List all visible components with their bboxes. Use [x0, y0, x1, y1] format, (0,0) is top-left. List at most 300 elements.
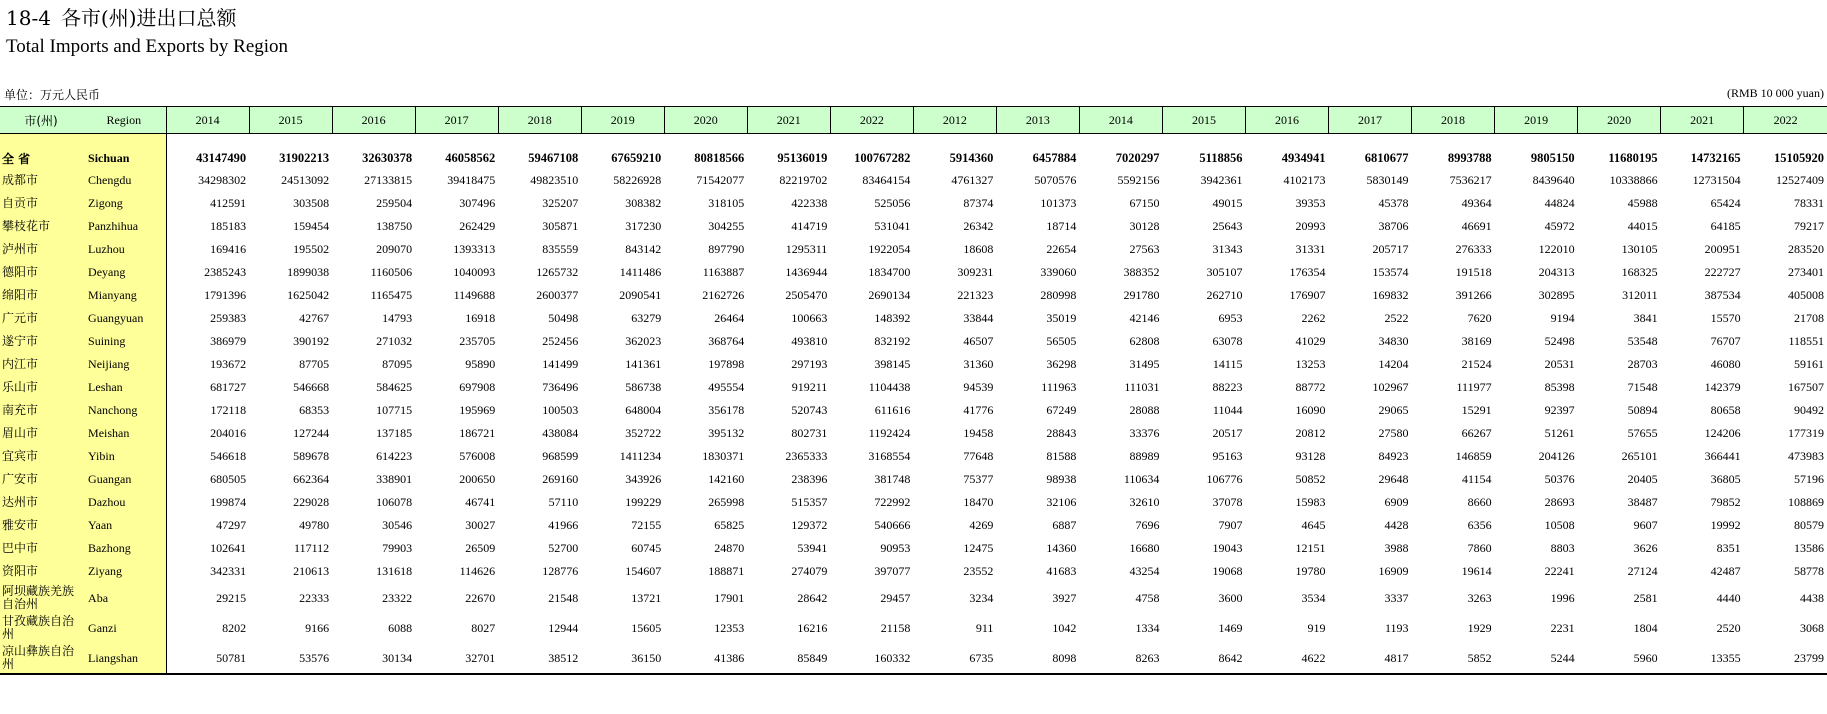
value-cell: 10338866 [1609, 173, 1658, 187]
table-row [0, 537, 1827, 560]
column-header-year: 2013 [996, 107, 1079, 134]
value-cell: 339060 [1040, 265, 1077, 279]
value-cell: 79903 [382, 541, 413, 555]
value-cell: 204126 [1538, 449, 1575, 463]
value-cell: 90953 [880, 541, 911, 555]
value-cell: 110634 [1123, 472, 1160, 486]
row-name-cn: 广安市 [0, 468, 82, 491]
table-row [0, 284, 1827, 307]
value-cell: 176354 [1289, 265, 1326, 279]
data-table [0, 106, 1827, 675]
value-cell: 36150 [581, 643, 664, 674]
value-cell: 7020297 [1115, 151, 1160, 165]
value-cell: 26509 [465, 541, 496, 555]
value-cell: 1192424 [868, 426, 911, 440]
value-cell: 58226928 [613, 173, 662, 187]
value-cell: 100663 [791, 311, 828, 325]
value-cell: 8351 [1716, 541, 1741, 555]
value-cell: 204313 [1538, 265, 1575, 279]
value-cell: 291780 [1123, 288, 1160, 302]
table-row [0, 468, 1827, 491]
value-cell: 71548 [1627, 380, 1658, 394]
value-cell: 160332 [830, 643, 913, 674]
value-cell: 65424 [1710, 196, 1741, 210]
value-cell: 2231 [1550, 620, 1575, 635]
value-cell: 1411486 [619, 265, 662, 279]
value-cell: 87705 [299, 357, 330, 371]
value-cell: 269160 [542, 472, 579, 486]
value-cell: 1193 [1384, 620, 1409, 635]
value-cell: 1163887 [702, 265, 745, 279]
value-cell: 49823510 [530, 173, 579, 187]
value-cell: 117112 [294, 541, 330, 555]
value-cell: 338901 [376, 472, 413, 486]
value-cell: 80818566 [694, 151, 745, 165]
value-cell: 47297 [216, 518, 247, 532]
value-cell: 1996 [1550, 590, 1575, 605]
value-cell: 265998 [708, 495, 745, 509]
value-cell: 15570 [1710, 311, 1741, 325]
value-cell: 30128 [1129, 219, 1160, 233]
row-name-cn: 凉山彝族自治州 [0, 643, 82, 674]
value-cell: 1804 [1633, 620, 1658, 635]
value-cell: 58778 [1794, 564, 1824, 578]
table-row [0, 613, 1827, 643]
value-cell: 297193 [791, 357, 828, 371]
value-cell: 22654 [1046, 242, 1077, 256]
value-cell: 31343 [1212, 242, 1243, 256]
value-cell: 2385243 [204, 265, 247, 279]
value-cell: 3068 [1800, 620, 1824, 635]
value-cell: 20531 [1544, 357, 1575, 371]
row-name-cn: 乐山市 [0, 376, 82, 399]
value-cell: 525056 [874, 196, 911, 210]
value-cell: 4758 [1135, 590, 1160, 605]
value-cell: 18714 [1046, 219, 1077, 233]
value-cell: 19780 [1295, 564, 1326, 578]
value-cell: 45988 [1627, 196, 1658, 210]
value-cell: 141361 [625, 357, 662, 371]
value-cell: 4102173 [1283, 173, 1326, 187]
value-cell: 16216 [797, 620, 828, 635]
value-cell: 12944 [548, 620, 579, 635]
value-cell: 305871 [542, 219, 579, 233]
value-cell: 45972 [1544, 219, 1575, 233]
value-cell: 50781 [166, 643, 249, 674]
value-cell: 67659210 [611, 151, 662, 165]
value-cell: 5830149 [1366, 173, 1409, 187]
value-cell: 221323 [957, 288, 994, 302]
value-cell: 200650 [459, 472, 496, 486]
value-cell: 101373 [1040, 196, 1077, 210]
value-cell: 309231 [957, 265, 994, 279]
value-cell: 41683 [1046, 564, 1077, 578]
row-name-cn: 甘孜藏族自治州 [0, 613, 82, 643]
value-cell: 41386 [664, 643, 747, 674]
value-cell: 3626 [1633, 541, 1658, 555]
value-cell: 968599 [542, 449, 579, 463]
table-row [0, 330, 1827, 353]
value-cell: 18608 [963, 242, 994, 256]
row-region-en: Panzhihua [82, 215, 166, 238]
value-cell: 78331 [1794, 196, 1824, 210]
row-region-en: Dazhou [82, 491, 166, 514]
row-region-en: Nanchong [82, 399, 166, 422]
value-cell: 252456 [542, 334, 579, 348]
value-cell: 304255 [708, 219, 745, 233]
row-name-cn: 遂宁市 [0, 330, 82, 353]
column-header-year: 2014 [166, 107, 249, 134]
value-cell: 473983 [1788, 449, 1824, 463]
value-cell: 520743 [791, 403, 828, 417]
value-cell: 108869 [1788, 495, 1824, 509]
value-cell: 21548 [548, 590, 579, 605]
value-cell: 16918 [465, 311, 496, 325]
value-cell: 28642 [797, 590, 828, 605]
value-cell: 19458 [963, 426, 994, 440]
value-cell: 200951 [1704, 242, 1741, 256]
value-cell: 302895 [1538, 288, 1575, 302]
value-cell: 515357 [791, 495, 828, 509]
value-cell: 27580 [1378, 426, 1409, 440]
value-cell: 835559 [542, 242, 579, 256]
column-header-year: 2014 [1079, 107, 1162, 134]
value-cell: 5914360 [949, 151, 994, 165]
value-cell: 1436944 [785, 265, 828, 279]
value-cell: 30027 [465, 518, 496, 532]
value-cell: 317230 [625, 219, 662, 233]
value-cell: 33844 [963, 311, 994, 325]
value-cell: 1411234 [619, 449, 662, 463]
value-cell: 546668 [293, 380, 330, 394]
value-cell: 13355 [1661, 643, 1744, 674]
table-row [0, 399, 1827, 422]
value-cell: 1160506 [370, 265, 413, 279]
value-cell: 49015 [1212, 196, 1243, 210]
value-cell: 17901 [714, 590, 745, 605]
row-region-en: Neijiang [82, 353, 166, 376]
row-name-cn: 达州市 [0, 491, 82, 514]
value-cell: 3600 [1218, 590, 1243, 605]
value-cell: 414719 [791, 219, 828, 233]
value-cell: 308382 [625, 196, 662, 210]
column-header-year: 2021 [747, 107, 830, 134]
value-cell: 22333 [299, 590, 330, 605]
value-cell: 79852 [1710, 495, 1741, 509]
value-cell: 2520 [1716, 620, 1741, 635]
value-cell: 368764 [708, 334, 745, 348]
value-cell: 35019 [1046, 311, 1077, 325]
value-cell: 67150 [1129, 196, 1160, 210]
row-region-en: Suining [82, 330, 166, 353]
value-cell: 34298302 [198, 173, 247, 187]
table-row [0, 238, 1827, 261]
row-region-en: Ganzi [82, 613, 166, 643]
table-row [0, 643, 1827, 674]
value-cell: 12475 [963, 541, 994, 555]
value-cell: 98938 [1046, 472, 1077, 486]
column-header-year: 2022 [830, 107, 913, 134]
value-cell: 92397 [1544, 403, 1575, 417]
value-cell: 229028 [293, 495, 330, 509]
value-cell: 60745 [631, 541, 662, 555]
value-cell: 195502 [293, 242, 330, 256]
value-cell: 168325 [1621, 265, 1658, 279]
value-cell: 44824 [1544, 196, 1575, 210]
value-cell: 235705 [459, 334, 496, 348]
value-cell: 39418475 [447, 173, 496, 187]
value-cell: 9607 [1633, 518, 1658, 532]
value-cell: 2090541 [619, 288, 662, 302]
value-cell: 20812 [1295, 426, 1326, 440]
table-row-total [0, 134, 1827, 170]
value-cell: 20993 [1295, 219, 1326, 233]
value-cell: 8202 [222, 620, 247, 635]
row-region-en: Deyang [82, 261, 166, 284]
value-cell: 75377 [963, 472, 994, 486]
value-cell: 130105 [1621, 242, 1658, 256]
row-name-cn: 攀枝花市 [0, 215, 82, 238]
value-cell: 15291 [1461, 403, 1492, 417]
value-cell: 14204 [1378, 357, 1409, 371]
value-cell: 50894 [1627, 403, 1658, 417]
value-cell: 495554 [708, 380, 745, 394]
value-cell: 1922054 [868, 242, 911, 256]
value-cell: 195969 [459, 403, 496, 417]
row-region-en: Bazhong [82, 537, 166, 560]
value-cell: 6953 [1218, 311, 1243, 325]
value-cell: 222727 [1704, 265, 1741, 279]
value-cell: 107715 [376, 403, 413, 417]
value-cell: 19043 [1212, 541, 1243, 555]
value-cell: 356178 [708, 403, 745, 417]
value-cell: 20405 [1627, 472, 1658, 486]
value-cell: 7860 [1467, 541, 1492, 555]
value-cell: 14115 [1212, 357, 1243, 371]
value-cell: 106776 [1206, 472, 1243, 486]
value-cell: 493810 [791, 334, 828, 348]
value-cell: 8660 [1467, 495, 1492, 509]
value-cell: 14732165 [1690, 151, 1741, 165]
value-cell: 50498 [548, 311, 579, 325]
value-cell: 167507 [1788, 380, 1824, 394]
value-cell: 1104438 [868, 380, 911, 394]
value-cell: 22670 [465, 590, 496, 605]
table-row [0, 514, 1827, 537]
value-cell: 14793 [382, 311, 413, 325]
value-cell: 42487 [1710, 564, 1741, 578]
value-cell: 381748 [874, 472, 911, 486]
value-cell: 919211 [791, 380, 828, 394]
value-cell: 3988 [1384, 541, 1409, 555]
value-cell: 38706 [1378, 219, 1409, 233]
value-cell: 12151 [1295, 541, 1326, 555]
value-cell: 68353 [299, 403, 330, 417]
value-cell: 25643 [1212, 219, 1243, 233]
value-cell: 2262 [1301, 311, 1326, 325]
value-cell: 38487 [1627, 495, 1658, 509]
value-cell: 94539 [963, 380, 994, 394]
value-cell: 584625 [376, 380, 413, 394]
value-cell: 209070 [376, 242, 413, 256]
value-cell: 325207 [542, 196, 579, 210]
value-cell: 188871 [708, 564, 745, 578]
value-cell: 6887 [1052, 518, 1077, 532]
column-header-year: 2018 [498, 107, 581, 134]
value-cell: 177319 [1788, 426, 1824, 440]
value-cell: 81588 [1046, 449, 1077, 463]
value-cell: 71542077 [696, 173, 745, 187]
table-number: 18-4 [6, 6, 51, 30]
table-row [0, 261, 1827, 284]
value-cell: 23799 [1744, 643, 1827, 674]
value-cell: 3534 [1301, 590, 1326, 605]
value-cell: 1469 [1218, 620, 1243, 635]
value-cell: 259383 [210, 311, 247, 325]
value-cell: 24870 [714, 541, 745, 555]
value-cell: 4761327 [951, 173, 994, 187]
value-cell: 422338 [791, 196, 828, 210]
value-cell: 80579 [1794, 518, 1824, 532]
value-cell: 49364 [1461, 196, 1492, 210]
table-row [0, 353, 1827, 376]
value-cell: 41029 [1295, 334, 1326, 348]
table-row [0, 307, 1827, 330]
value-cell: 681727 [210, 380, 247, 394]
value-cell: 31495 [1129, 357, 1160, 371]
value-cell: 318105 [708, 196, 745, 210]
value-cell: 4622 [1245, 643, 1328, 674]
value-cell: 802731 [791, 426, 828, 440]
value-cell: 131618 [376, 564, 413, 578]
row-region-en: Luzhou [82, 238, 166, 261]
value-cell: 28843 [1046, 426, 1077, 440]
value-cell: 95136019 [777, 151, 828, 165]
value-cell: 438084 [542, 426, 579, 440]
value-cell: 3927 [1052, 590, 1077, 605]
value-cell: 41154 [1462, 472, 1492, 486]
column-header-name: 市(州) [0, 107, 82, 134]
value-cell: 28703 [1627, 357, 1658, 371]
value-cell: 51261 [1544, 426, 1575, 440]
value-cell: 95890 [465, 357, 496, 371]
value-cell: 24513092 [281, 173, 330, 187]
value-cell: 7696 [1135, 518, 1160, 532]
column-header-year: 2021 [1661, 107, 1744, 134]
row-region-en: Guangan [82, 468, 166, 491]
value-cell: 19068 [1212, 564, 1243, 578]
row-name-cn: 资阳市 [0, 560, 82, 583]
value-cell: 5592156 [1117, 173, 1160, 187]
value-cell: 8993788 [1447, 151, 1492, 165]
value-cell: 7620 [1467, 311, 1492, 325]
row-name-cn: 内江市 [0, 353, 82, 376]
value-cell: 6909 [1384, 495, 1409, 509]
row-name-cn: 成都市 [0, 169, 82, 192]
value-cell: 576008 [459, 449, 496, 463]
value-cell: 589678 [293, 449, 330, 463]
row-region-en: Liangshan [82, 643, 166, 674]
value-cell: 90492 [1794, 403, 1824, 417]
value-cell: 3168554 [868, 449, 911, 463]
row-name-cn: 阿坝藏族羌族自治州 [0, 583, 82, 613]
value-cell: 5960 [1578, 643, 1661, 674]
value-cell: 21158 [880, 620, 911, 635]
value-cell: 3263 [1467, 590, 1492, 605]
value-cell: 37078 [1212, 495, 1243, 509]
page-title-cn [6, 2, 237, 31]
value-cell: 191518 [1455, 265, 1492, 279]
value-cell: 193672 [210, 357, 247, 371]
value-cell: 305107 [1206, 265, 1243, 279]
value-cell: 307496 [459, 196, 496, 210]
value-cell: 12353 [714, 620, 745, 635]
value-cell: 142379 [1704, 380, 1741, 394]
row-region-en: Meishan [82, 422, 166, 445]
value-cell: 52498 [1544, 334, 1575, 348]
value-cell: 102641 [210, 541, 247, 555]
value-cell: 13586 [1794, 541, 1824, 555]
value-cell: 274079 [791, 564, 828, 578]
value-cell: 19614 [1461, 564, 1492, 578]
value-cell: 31902213 [279, 151, 330, 165]
value-cell: 82219702 [779, 173, 828, 187]
row-name-cn: 自贡市 [0, 192, 82, 215]
value-cell: 2600377 [536, 288, 579, 302]
value-cell: 49780 [299, 518, 330, 532]
value-cell: 57196 [1794, 472, 1824, 486]
value-cell: 2162726 [702, 288, 745, 302]
value-cell: 3234 [969, 590, 994, 605]
value-cell: 1295311 [785, 242, 828, 256]
value-cell: 128776 [542, 564, 579, 578]
value-cell: 303508 [293, 196, 330, 210]
value-cell: 4438 [1800, 590, 1824, 605]
value-cell: 397077 [874, 564, 911, 578]
value-cell: 36805 [1710, 472, 1741, 486]
row-name-cn: 德阳市 [0, 261, 82, 284]
value-cell: 6457884 [1032, 151, 1077, 165]
value-cell: 7536217 [1449, 173, 1492, 187]
value-cell: 405008 [1788, 288, 1824, 302]
value-cell: 1899038 [287, 265, 330, 279]
value-cell: 88772 [1295, 380, 1326, 394]
value-cell: 26342 [963, 219, 994, 233]
value-cell: 271032 [376, 334, 413, 348]
value-cell: 50852 [1295, 472, 1326, 486]
value-cell: 83464154 [862, 173, 911, 187]
value-cell: 1165475 [370, 288, 413, 302]
value-cell: 93128 [1295, 449, 1326, 463]
value-cell: 21524 [1461, 357, 1492, 371]
value-cell: 43254 [1129, 564, 1160, 578]
value-cell: 33376 [1129, 426, 1160, 440]
value-cell: 42767 [299, 311, 330, 325]
value-cell: 9166 [305, 620, 330, 635]
value-cell: 1334 [1135, 620, 1160, 635]
value-cell: 5070576 [1034, 173, 1077, 187]
value-cell: 84923 [1378, 449, 1409, 463]
value-cell: 832192 [874, 334, 911, 348]
value-cell: 64185 [1710, 219, 1741, 233]
value-cell: 39353 [1295, 196, 1326, 210]
value-cell: 57110 [548, 495, 579, 509]
value-cell: 59467108 [528, 151, 579, 165]
value-cell: 76707 [1710, 334, 1741, 348]
row-name-cn: 广元市 [0, 307, 82, 330]
value-cell: 32610 [1129, 495, 1160, 509]
value-cell: 398145 [874, 357, 911, 371]
